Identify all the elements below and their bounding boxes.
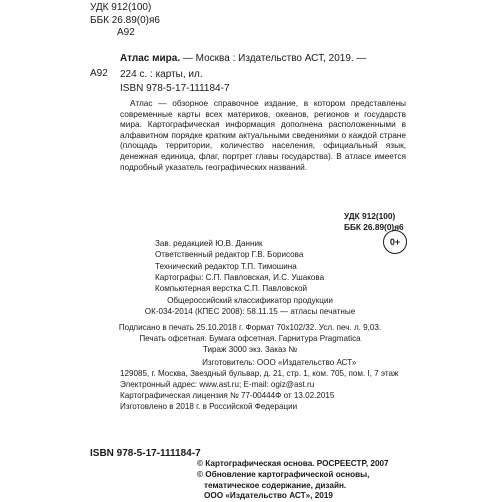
bibliographic-title xyxy=(120,53,366,64)
credit-line: Картографы: С.П. Павловская, И.С. Ушакова xyxy=(155,272,325,282)
side-author-mark: A92 xyxy=(90,68,108,79)
printing-line: Тираж 3000 экз. Заказ № xyxy=(202,345,298,354)
bbk-code: ББК 26.89(0)я6 xyxy=(90,14,160,26)
credit-line: Ответственный редактор Г.В. Борисова xyxy=(155,250,304,260)
copyright-notices xyxy=(197,459,389,502)
isbn-bottom: ISBN 978-5-17-111184-7 xyxy=(90,448,201,459)
udk-code-right: УДК 912(100) xyxy=(344,211,396,221)
classifier-line: Общероссийский классификатор продукции xyxy=(167,296,333,305)
credit-line: Зав. редакцией Ю.В. Данник xyxy=(155,239,263,248)
credit-line: Компьютерная верстка С.П. Павловской xyxy=(155,284,307,294)
copyright-line: © Картографическая основа. РОСРЕЕСТР, 2007 xyxy=(197,459,389,468)
abstract-text: Атлас — обзорное справочное издание, в котором представлены современные карты всех материков, океанов, регионов и государств мира. Картографическая информация дополнена расположенными в алфавитном порядке кратким актуальными сведениями о каждой стране (площадь территории, количество населения, официальный язык, денежная единица, флаг, портрет главы государства). В атласе имеется подробный указатель географических названий. xyxy=(120,98,406,172)
top-classification-codes xyxy=(90,2,160,40)
age-rating-label: 0+ xyxy=(389,237,401,247)
publication-place: — Москва : Издательство АСТ, 2019. — xyxy=(180,53,367,64)
author-mark: A92 xyxy=(117,27,135,38)
bbk-code-right: ББК 26.89(0)я6 xyxy=(344,222,404,232)
made-in: Изготовлено в 2018 г. в Российской Федерации xyxy=(120,402,298,411)
cartographic-license: Картографическая лицензия № 77-00444Ф от 13.02.2015 xyxy=(120,391,335,400)
printing-line: Печать офсетная. Бумага офсетная. Гарнитура Pragmatica xyxy=(139,334,361,343)
copyright-line: ООО «Издательство АСТ», 2019 xyxy=(204,491,333,501)
copyright-line: © Обновление картографической основы, xyxy=(197,469,370,479)
isbn-top: ISBN 978-5-17-111184-7 xyxy=(120,83,230,94)
editorial-credits xyxy=(155,238,324,294)
book-title: Атлас мира. xyxy=(120,53,181,64)
age-rating-badge xyxy=(383,230,407,254)
publication-details xyxy=(120,68,230,96)
page-count: 224 с. : карты, ил. xyxy=(120,69,203,80)
credit-line: Технический редактор Т.П. Тимошина xyxy=(155,261,297,271)
publisher-maker: Изготовитель: ООО «Издательство АСТ» xyxy=(202,358,357,367)
publisher-address: 129085, г. Москва, Звездный бульвар, д. 21, стр. 1, ком. 705, пом. I, 7 этаж xyxy=(120,369,399,378)
product-classifier xyxy=(145,295,355,317)
copyright-line: тематическое содержание, дизайн. xyxy=(204,480,347,490)
printing-details xyxy=(119,322,381,355)
printing-line: Подписано в печать 25.10.2018 г. Формат 70x102/32. Усл. печ. л. 9,03. xyxy=(118,323,382,332)
udk-code: УДК 912(100) xyxy=(90,2,152,13)
classifier-line: ОК-034-2014 (КПЕС 2008): 58.11.15 — атласы печатные xyxy=(144,307,356,316)
publisher-email: Электронный адрес: www.ast.ru; E-mail: ogiz@ast.ru xyxy=(120,380,315,389)
publisher-details xyxy=(120,357,398,412)
